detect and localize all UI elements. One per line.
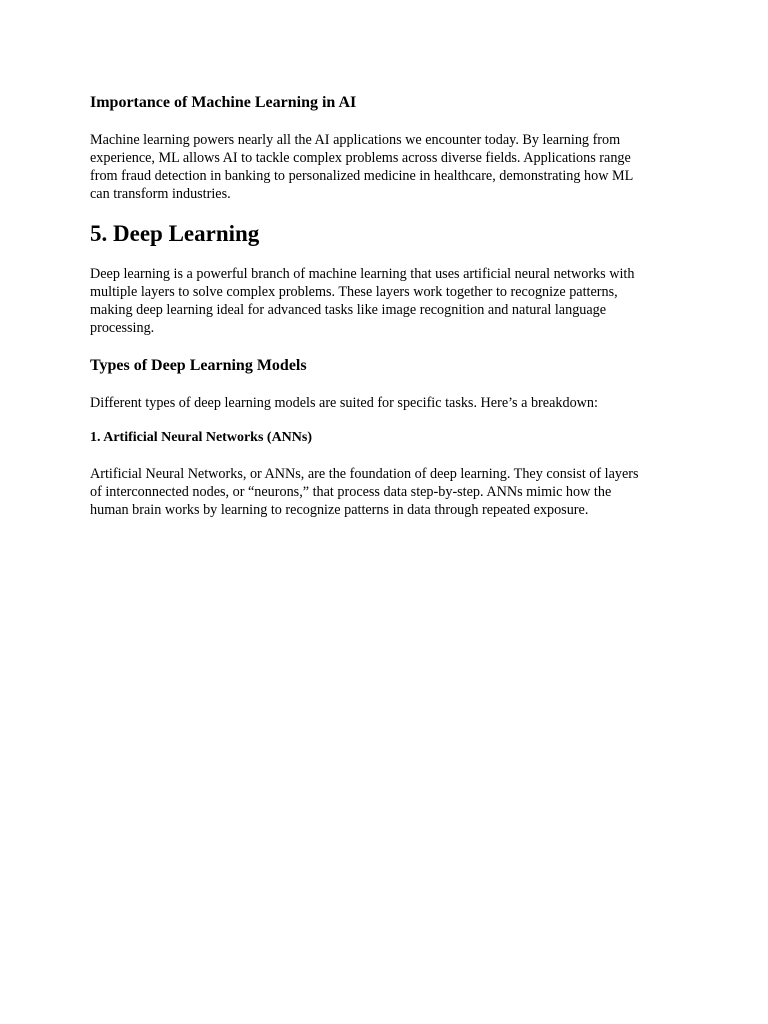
deep-learning-heading: 5. Deep Learning [90, 221, 260, 246]
deep-learning-paragraph [90, 265, 680, 337]
paragraph-line: Different types of deep learning models are suited for specific tasks. Here’s a breakdown: [90, 395, 598, 411]
paragraph-line: Machine learning powers nearly all the AI applications we encounter today. By learning from [90, 132, 621, 148]
paragraph-line: of interconnected nodes, or “neurons,” that process data step-by-step. ANNs mimic how the [90, 484, 612, 500]
types-heading: Types of Deep Learning Models [90, 357, 307, 374]
paragraph-line: making deep learning ideal for advanced tasks like image recognition and natural language [90, 302, 607, 318]
paragraph-line: experience, ML allows AI to tackle complex problems across diverse fields. Applications range [90, 150, 631, 166]
paragraph-line: multiple layers to solve complex problems. These layers work together to recognize patterns, [90, 284, 618, 300]
paragraph-line: Artificial Neural Networks, or ANNs, are the foundation of deep learning. They consist of layers [90, 466, 639, 482]
ann-paragraph [90, 465, 680, 519]
paragraph-line: Deep learning is a powerful branch of machine learning that uses artificial neural networks with [90, 266, 635, 282]
importance-heading: Importance of Machine Learning in AI [90, 94, 357, 111]
paragraph-line: processing. [90, 320, 155, 336]
types-paragraph [90, 394, 680, 412]
paragraph-line: from fraud detection in banking to personalized medicine in healthcare, demonstrating how ML [90, 168, 634, 184]
ann-heading: 1. Artificial Neural Networks (ANNs) [90, 430, 313, 445]
importance-paragraph [90, 131, 680, 203]
paragraph-line: can transform industries. [90, 186, 231, 202]
paragraph-line: human brain works by learning to recognize patterns in data through repeated exposure. [90, 502, 589, 518]
